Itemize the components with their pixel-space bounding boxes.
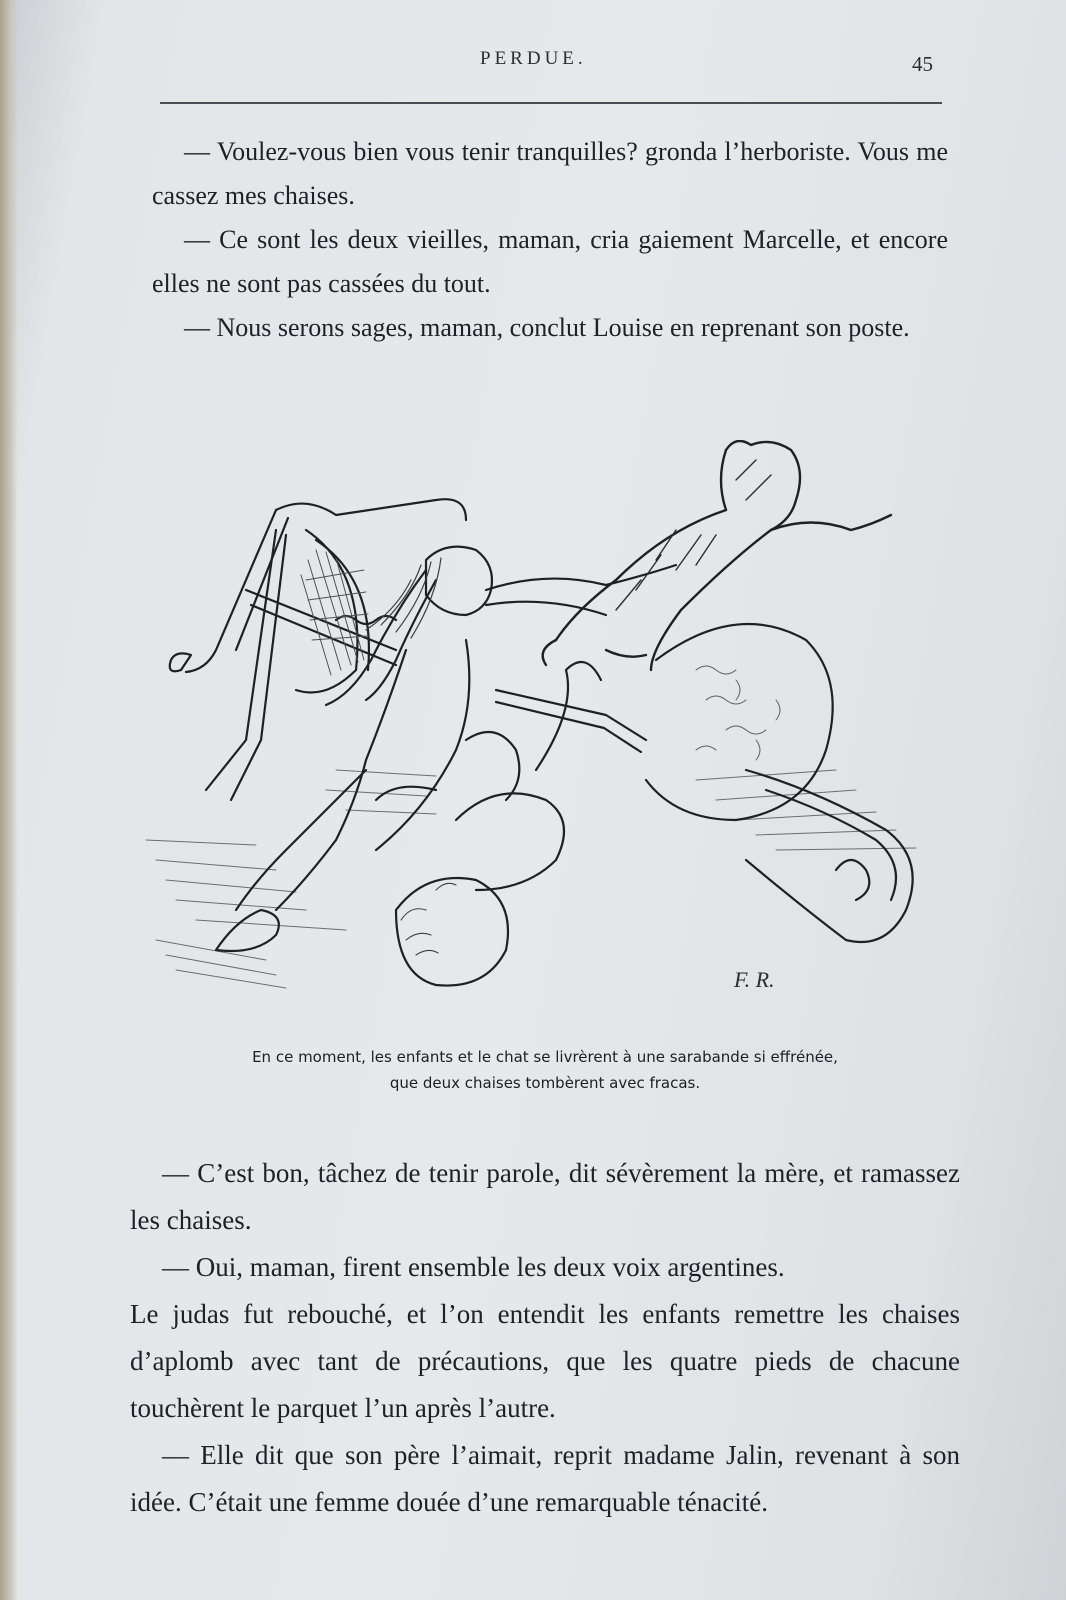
paragraph: — C’est bon, tâchez de tenir parole, dit sévèrement la mère, et ramassez les chaises.: [130, 1158, 960, 1235]
paragraph: — Oui, maman, firent ensemble les deux voix argentines.: [162, 1252, 785, 1282]
running-title: PERDUE.: [480, 48, 587, 69]
page-gutter: [0, 0, 18, 1600]
caption-line: que deux chaises tombèrent avec fracas.: [389, 1074, 701, 1092]
cat-fur-hatching: [616, 460, 771, 610]
cat-figure: [543, 441, 891, 670]
illustration-caption: [150, 1044, 940, 1096]
fallen-chair-left: [170, 499, 466, 800]
girl-figure: [216, 547, 676, 951]
child-hair-hatching: [401, 883, 456, 955]
upholstered-chair-right: [496, 624, 913, 942]
artist-signature: F. R.: [734, 967, 775, 992]
header-rule: [160, 102, 942, 104]
upholstery-pattern: [696, 666, 780, 760]
engraving-illustration: [136, 440, 956, 1025]
caption-line: En ce moment, les enfants et le chat se livrèrent à une sarabande si effrénée,: [252, 1048, 838, 1066]
paragraph: — Nous serons sages, maman, conclut Louise en reprenant son poste.: [184, 313, 910, 342]
paragraph: — Voulez-vous bien vous tenir tranquilles? gronda l’herboriste. Vous me cassez mes chaises.: [152, 137, 948, 210]
top-text: [152, 130, 948, 350]
paragraph: Le judas fut rebouché, et l’on entendit les enfants remettre les chaises d’aplomb avec tant de précautions, que les quatre pieds de chacune touchèrent le parquet l’un après l’autre.: [130, 1299, 960, 1423]
paragraph: — Ce sont les deux vieilles, maman, cria gaiement Marcelle, et encore elles ne sont pas cassées du tout.: [152, 225, 948, 298]
bottom-text: [130, 1150, 960, 1526]
paragraph: — Elle dit que son père l’aimait, reprit madame Jalin, revenant à son idée. C’était une femme douée d’une remarquable ténacité.: [130, 1440, 960, 1517]
running-head: [0, 48, 1066, 78]
page-number: 45: [912, 52, 933, 76]
